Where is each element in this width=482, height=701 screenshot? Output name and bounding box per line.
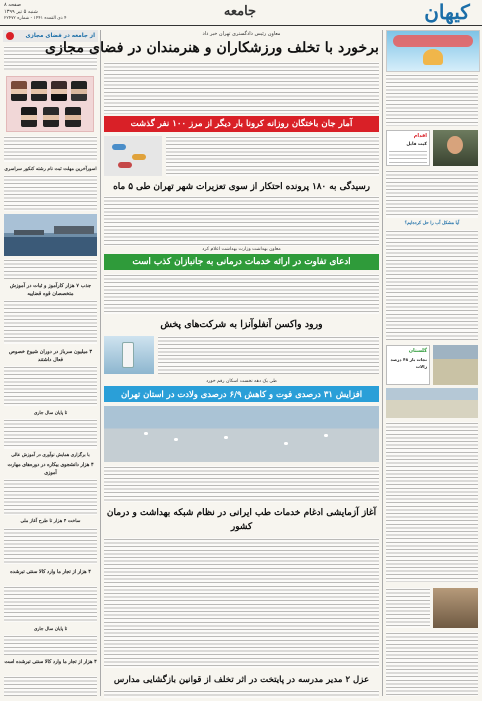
red-banner-text: آمار جان باختگان روزانه کرونا بار دیگر از مرز ۱۰۰ نفر گذشت	[130, 119, 353, 129]
right-box-3-text: نجات بار ۴۸ درصد زالات	[390, 357, 427, 369]
section-title: جامعه	[223, 4, 257, 19]
portrait-photo	[21, 107, 37, 127]
kicker-4: طی یک دهه نخست اسکان رقم خورد	[206, 379, 277, 384]
right-box-3	[386, 345, 430, 385]
right-box-1-title: اقدام	[413, 133, 427, 139]
left-item-9: تا پایان سال جاری	[33, 627, 68, 632]
left-item-7: ساخت ۴ هزار تا طرح آغاز ملی	[20, 519, 81, 524]
date-line: شنبه ۵ تیر ۱۳۹۹	[4, 9, 38, 15]
birds-photo	[104, 406, 379, 462]
issue-line: ۴ ذی القعده ۱۴۴۱ - شماره ۲۲۴۷۲	[4, 16, 67, 21]
harbor-photo	[4, 214, 97, 256]
right-box-2-title: آیا مشکل آب را حل کرده‌ایم؟	[404, 221, 460, 226]
headline-3: ورود واکسن آنفلوآنزا به شرکت‌های پخش	[160, 319, 323, 330]
portrait-photo	[43, 107, 59, 127]
left-item-4: تا پایان سال جاری	[33, 411, 68, 416]
subhead-2: معاون بهداشت وزارت بهداشت اعلام کرد	[202, 247, 281, 252]
page-number: صفحه ۸	[4, 2, 21, 8]
left-box-title: از جامعه در فضای مجازی	[25, 33, 95, 39]
right-box-1-text: کیت فایل	[406, 142, 427, 147]
left-item-6: ۴ هزار دانشجوی بیکاره در دوره‌های مهارت آموزی	[7, 462, 94, 476]
right-box-3-title: گلستان	[408, 348, 427, 354]
blue-banner-text: افزایش ۳۱ درصدی فوت و کاهش ۶/۹ درصدی ولادت در استان تهران	[120, 389, 363, 399]
logo: کیهان	[424, 0, 470, 24]
main-headline: برخورد با تخلف ورزشکاران و هنرمندان در فضای مجازی	[45, 40, 379, 56]
wide-landscape-photo	[386, 388, 478, 418]
left-item-5: با برگزاری همایش نوآوری در آموزش عالی	[11, 453, 90, 458]
masthead	[0, 0, 482, 26]
portrait-photo	[31, 81, 47, 101]
portrait-photo	[71, 81, 87, 101]
pills-photo	[104, 136, 162, 176]
news-photo	[433, 130, 478, 166]
left-item-8: ۴ هزار از تجار ما وارد کالا سنتی تبرشده	[10, 569, 91, 575]
vaccine-photo	[104, 336, 154, 374]
wetland-photo	[433, 345, 478, 385]
left-item-2: جذب ۷ هزار کارآموز و ثبات در آموزش متخصصان قوه قضاییه	[9, 283, 92, 297]
blue-banner	[104, 386, 379, 402]
portrait-photo	[11, 81, 27, 101]
lamp-illustration	[386, 30, 480, 72]
left-item-10: ۴ هزار از تجار ما وارد کالا سنتی تبرشده است	[4, 659, 97, 665]
portraits-grid	[6, 76, 94, 132]
green-banner-text: ادعای تفاوت در ارائه خدمات درمانی به جانبازان کذب است	[132, 257, 351, 267]
portrait-photo	[65, 107, 81, 127]
left-item-1: اسورآخرین مهلت ثبت نام رشته کنکور سراسری	[4, 167, 97, 172]
red-banner	[104, 116, 379, 132]
bottom-news-photo	[433, 588, 478, 628]
headline-5: آغاز آزمایشی ادغام خدمات طب ایرانی در نظام شبکه بهداشت و درمان کشور	[106, 508, 377, 532]
right-box-1	[386, 130, 430, 166]
green-banner	[104, 254, 379, 270]
news-logo-icon	[6, 32, 14, 40]
headline-6: عزل ۲ مدیر مدرسه در پایتخت در اثر تخلف از قوانین بازگشایی مدارس	[113, 675, 370, 685]
main-kicker: معاون رئیس دادگستری تهران خبر داد	[202, 31, 281, 37]
portrait-photo	[51, 81, 67, 101]
headline-2: رسیدگی به ۱۸۰ پرونده احتکار از سوی تعزیرات شهر تهران طی ۵ ماه	[113, 182, 370, 192]
left-item-3: ۳ میلیون سرباز در دوران شیوع خصوص فعال داشتند	[8, 349, 93, 363]
